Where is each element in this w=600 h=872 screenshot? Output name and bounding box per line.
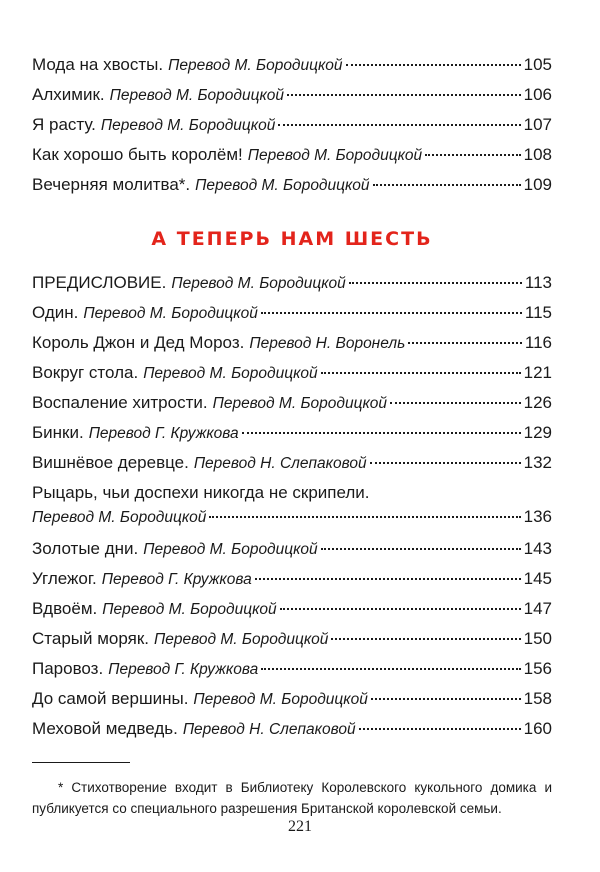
leader-dots <box>390 402 521 404</box>
entry-title: Бинки. <box>32 423 84 442</box>
entry-page: 160 <box>523 719 552 738</box>
entry-page: 107 <box>523 115 552 134</box>
entry-translator: Перевод Н. Воронель <box>249 335 406 352</box>
toc-entry <box>32 624 552 654</box>
entry-page: 147 <box>523 599 552 618</box>
leader-dots <box>371 698 521 700</box>
entry-title: Золотые дни. <box>32 539 139 558</box>
leader-dots <box>359 728 521 730</box>
entry-page: 113 <box>524 273 552 292</box>
entry-page: 150 <box>523 629 552 648</box>
entry-translator: Перевод М. Бородицкой <box>195 177 370 194</box>
leader-dots <box>370 462 521 464</box>
entry-translator: Перевод М. Бородицкой <box>32 509 207 526</box>
toc-entry <box>32 478 552 534</box>
entry-translator: Перевод М. Бородицкой <box>100 117 276 134</box>
entry-page: 132 <box>523 453 552 472</box>
entry-translator: Перевод М. Бородицкой <box>247 147 423 164</box>
entry-translator: Перевод Н. Слепаковой <box>182 721 356 738</box>
entry-page: 121 <box>523 363 552 382</box>
leader-dots <box>425 154 520 156</box>
entry-translator: Перевод М. Бородицкой <box>168 57 343 74</box>
entry-page: 126 <box>523 393 552 412</box>
entry-title: Один. <box>32 303 79 322</box>
toc-entry <box>32 358 552 388</box>
entry-title: ПРЕДИСЛОВИЕ. <box>32 273 167 292</box>
entry-page: 108 <box>523 145 552 164</box>
table-of-contents-page <box>32 50 552 819</box>
entry-title: Вишнёвое деревце. <box>32 453 189 472</box>
footnote-divider <box>32 762 130 763</box>
leader-dots <box>242 432 521 434</box>
entry-title: Углежог. <box>32 569 97 588</box>
toc-entry <box>32 534 552 564</box>
toc-entry <box>32 80 552 110</box>
entry-page: 115 <box>524 303 552 322</box>
toc-entry <box>32 268 552 298</box>
leader-dots <box>373 184 521 186</box>
page-number: 221 <box>288 818 312 835</box>
entry-page: 109 <box>523 175 552 194</box>
toc-entry <box>32 564 552 594</box>
entry-page: 106 <box>523 85 552 104</box>
leader-dots <box>261 312 522 314</box>
entry-title: Я расту. <box>32 115 96 134</box>
leader-dots <box>408 342 522 344</box>
footnote: * Стихотворение входит в Библиотеку Королевского кукольного домика и публикуется со специального разрешения Британской королевской семьи. <box>32 780 552 816</box>
entry-title: Король Джон и Дед Мороз. <box>32 333 245 352</box>
toc-entry <box>32 170 552 200</box>
toc-list-main <box>32 268 552 744</box>
leader-dots <box>321 548 521 550</box>
entry-title: Вдвоём. <box>32 599 98 618</box>
toc-entry <box>32 388 552 418</box>
entry-title: Алхимик. <box>32 85 105 104</box>
entry-title: Паровоз. <box>32 659 104 678</box>
entry-page: 156 <box>523 659 552 678</box>
entry-translator: Перевод М. Бородицкой <box>212 395 388 412</box>
leader-dots <box>321 372 521 374</box>
toc-entry <box>32 594 552 624</box>
entry-page: 129 <box>523 423 552 442</box>
entry-title: Воспаление хитрости. <box>32 393 208 412</box>
entry-translator: Перевод Г. Кружкова <box>88 425 239 442</box>
leader-dots <box>255 578 521 580</box>
entry-title: Рыцарь, чьи доспехи никогда не скрипели. <box>32 483 370 502</box>
entry-translator: Перевод М. Бородицкой <box>143 541 318 558</box>
entry-title: До самой вершины. <box>32 689 189 708</box>
toc-entry <box>32 654 552 684</box>
leader-dots <box>209 516 520 518</box>
toc-list-top <box>32 50 552 200</box>
entry-page: 145 <box>523 569 552 588</box>
entry-translator: Перевод М. Бородицкой <box>193 691 368 708</box>
toc-entry <box>32 684 552 714</box>
entry-translator: Перевод М. Бородицкой <box>102 601 277 618</box>
leader-dots <box>261 668 520 670</box>
leader-dots <box>278 124 520 126</box>
leader-dots <box>287 94 521 96</box>
entry-page: 116 <box>524 333 552 352</box>
toc-entry <box>32 298 552 328</box>
entry-title: Мода на хвосты. <box>32 55 164 74</box>
toc-entry <box>32 328 552 358</box>
entry-translator: Перевод Н. Слепаковой <box>193 455 367 472</box>
entry-page: 136 <box>523 507 552 526</box>
entry-translator: Перевод М. Бородицкой <box>154 631 329 648</box>
entry-page: 158 <box>523 689 552 708</box>
entry-translator: Перевод Г. Кружкова <box>101 571 252 588</box>
entry-title: Вокруг стола. <box>32 363 139 382</box>
entry-translator: Перевод М. Бородицкой <box>109 87 285 104</box>
entry-title: Старый моряк. <box>32 629 149 648</box>
leader-dots <box>349 282 522 284</box>
entry-title: Как хорошо быть королём! <box>32 145 243 164</box>
toc-entry <box>32 140 552 170</box>
toc-entry <box>32 714 552 744</box>
toc-entry <box>32 418 552 448</box>
leader-dots <box>346 64 521 66</box>
leader-dots <box>280 608 521 610</box>
toc-entry <box>32 110 552 140</box>
entry-translator: Перевод М. Бородицкой <box>171 275 346 292</box>
entry-title: Меховой медведь. <box>32 719 178 738</box>
entry-translator: Перевод М. Бородицкой <box>143 365 318 382</box>
section-heading: А ТЕПЕРЬ НАМ ШЕСТЬ <box>151 228 433 250</box>
toc-entry <box>32 448 552 478</box>
entry-translator: Перевод М. Бородицкой <box>83 305 258 322</box>
entry-page: 143 <box>523 539 552 558</box>
entry-page: 105 <box>523 55 552 74</box>
toc-entry <box>32 50 552 80</box>
entry-title: Вечерняя молитва*. <box>32 175 191 194</box>
leader-dots <box>331 638 520 640</box>
entry-translator: Перевод Г. Кружкова <box>108 661 259 678</box>
